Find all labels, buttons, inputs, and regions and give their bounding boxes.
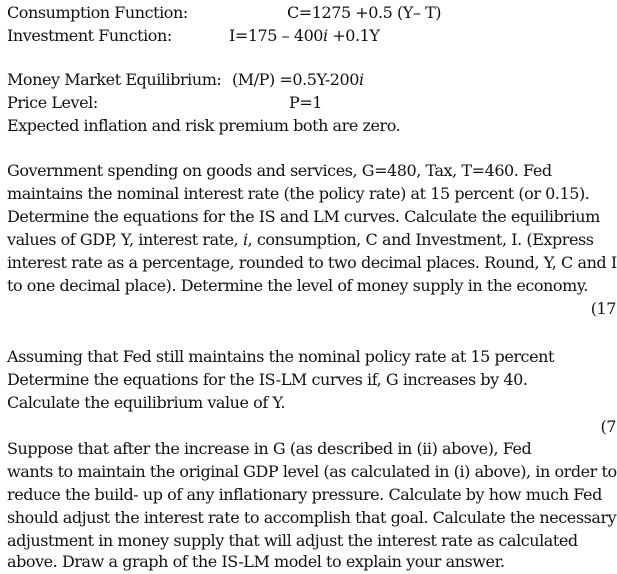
part2-marks: (7 bbox=[600, 417, 616, 436]
money-market-equation-part-a: (M/P) =0.5Y-200 bbox=[232, 70, 359, 89]
investment-equation-part-b: +0.1Y bbox=[327, 26, 380, 45]
part3-line-1: Suppose that after the increase in G (as described in (ii) above), Fed bbox=[7, 439, 532, 458]
part2-line-2: Determine the equations for the IS-LM curves if, G increases by 40. bbox=[7, 370, 528, 389]
part2-line-3: Calculate the equilibrium value of Y. bbox=[7, 393, 286, 412]
money-market-equation bbox=[232, 69, 364, 91]
part1-line-4-a: values of GDP, Y, interest rate, bbox=[7, 230, 243, 249]
part3-line-4: should adjust the interest rate to accomplish that goal. Calculate the necessary bbox=[7, 508, 617, 527]
part1-line-3: Determine the equations for the IS and LM curves. Calculate the equilibrium bbox=[7, 207, 600, 226]
part2-line-1: Assuming that Fed still maintains the nominal policy rate at 15 percent bbox=[7, 347, 554, 366]
part1-line-2: maintains the nominal interest rate (the policy rate) at 15 percent (or 0.15). bbox=[7, 184, 590, 203]
investment-equation-part-a: I=175 – 400 bbox=[229, 26, 324, 45]
investment-label: Investment Function: bbox=[7, 26, 172, 45]
part3-line-2: wants to maintain the original GDP level (as calculated in (i) above), in order to bbox=[7, 462, 617, 481]
part1-line-6: to one decimal place). Determine the level of money supply in the economy. bbox=[7, 276, 588, 295]
part3-line-5: adjustment in money supply that will adjust the interest rate as calculated bbox=[7, 531, 578, 550]
price-level-equation: P=1 bbox=[289, 93, 323, 112]
interest-rate-symbol: i bbox=[358, 70, 364, 89]
part3-line-6: above. Draw a graph of the IS-LM model to explain your answer. bbox=[7, 552, 505, 571]
part1-line-4-b: , consumption, C and Investment, I. (Express bbox=[247, 230, 594, 249]
part1-line-1: Government spending on goods and services, G=480, Tax, T=460. Fed bbox=[7, 161, 552, 180]
consumption-label: Consumption Function: bbox=[7, 3, 188, 22]
part1-line-4 bbox=[7, 229, 594, 251]
investment-equation bbox=[229, 25, 380, 47]
part1-marks: (17 bbox=[590, 299, 616, 318]
price-level-label: Price Level: bbox=[7, 93, 98, 112]
interest-rate-symbol: i bbox=[323, 26, 328, 45]
part1-line-5: interest rate as a percentage, rounded to two decimal places. Round, Y, C and I bbox=[7, 253, 617, 272]
consumption-equation: C=1275 +0.5 (Y– T) bbox=[287, 3, 442, 22]
interest-rate-symbol: i bbox=[242, 230, 248, 249]
money-market-label: Money Market Equilibrium: bbox=[7, 70, 222, 89]
assumption-note: Expected inflation and risk premium both are zero. bbox=[7, 116, 401, 135]
part3-line-3: reduce the build- up of any inflationary pressure. Calculate by how much Fed bbox=[7, 485, 602, 504]
